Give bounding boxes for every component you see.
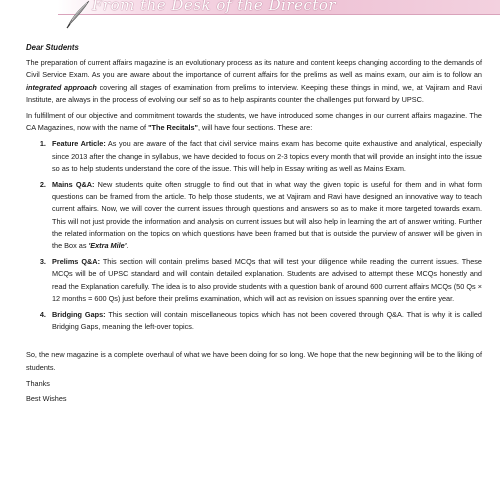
banner-title: From the Desk of the Director bbox=[92, 0, 337, 14]
letter-body bbox=[26, 42, 482, 408]
header-banner bbox=[0, 0, 500, 24]
intro-text-a: The preparation of current affairs magazine is an evolutionary process as its nature and content keeps changing according to the demands of Civil Service Exam. As you are aware about the importance of current affairs for the prelims as well as mains exam, our aim is to follow an bbox=[26, 58, 482, 80]
quill-pen-icon bbox=[62, 0, 92, 30]
item-text: New students quite often struggle to find out that in what way the given topic is useful for them and in what form questions can be framed from the article. To help those students, we at Vajiram and Ravi have designed an innovative way to teach current affairs. Now, we will cover the current issues through questions and answers so as to make it more targeted towards exam. This will not just provide the information and analysis on current issues but will also help in learning the art of answer writing. Further the related information on the topics on which questions have been framed but that is outside the purview of answer will be given in the Box as bbox=[52, 180, 482, 251]
list-item bbox=[48, 309, 482, 333]
item-title: Prelims Q&A: bbox=[52, 257, 100, 267]
integrated-approach-emphasis: integrated approach bbox=[26, 82, 97, 92]
magazine-name: "The Recitals" bbox=[148, 123, 198, 133]
sections-paragraph bbox=[26, 110, 482, 134]
intro-paragraph bbox=[26, 57, 482, 106]
item-text: This section will contain prelims based MCQs that will test your diligence while reading the current issues. These MCQs will be of UPSC standard and will contain detailed explanation. Students are advised to attempt these MCQs honestly and read the Explanation carefully. The idea is to also provide students with a question bank of around 600 current affairs MCQs (50 Qs × 12 months = 600 Qs) just before their prelims examination, which will act as revision on issues spanning over the entire year. bbox=[52, 257, 482, 303]
best-wishes-line: Best Wishes bbox=[26, 394, 67, 404]
item-tail: . bbox=[126, 241, 129, 251]
salutation: Dear Students bbox=[26, 43, 79, 52]
item-title: Feature Article: bbox=[52, 139, 106, 149]
item-title: Bridging Gaps: bbox=[52, 310, 106, 320]
item-text: As you are aware of the fact that civil service mains exam has become quite exhaustive and analytical, especially since 2013 after the change in syllabus, we have decided to focus on 2-3 topics every month that will provide an insight into the issue so as to help students understand the core of the issue. This will help in Essay writing as well as Mains Exam. bbox=[52, 139, 482, 173]
sections-list bbox=[26, 138, 482, 333]
list-item bbox=[48, 179, 482, 252]
sections-text-c: , will have four sections. These are: bbox=[198, 123, 313, 133]
item-text: This section will contain miscellaneous topics which has not been covered through Q&A. That is why it is called Bridging Gaps, meaning the left-over topics. bbox=[52, 310, 482, 332]
list-item bbox=[48, 256, 482, 305]
intro-text-c: covering all stages of examination from prelims to interview. Keeping these things in mind, we, at Vajiram and Ravi Institute, are always in the process of evolving our self so as to help aspirants counter the challenges put forward by UPSC. bbox=[26, 82, 482, 104]
extra-mile-emphasis: 'Extra Mile' bbox=[88, 241, 127, 251]
item-title: Mains Q&A: bbox=[52, 180, 95, 190]
list-item bbox=[48, 138, 482, 175]
thanks-line: Thanks bbox=[26, 378, 50, 388]
closing-paragraph: So, the new magazine is a complete overhaul of what we have been doing for so long. We hope that the new beginning will be to the liking of students. bbox=[26, 350, 482, 372]
sections-text-a: In fulfillment of our objective and commitment towards the students, we have introduced some changes in our current affairs magazine. The CA Magazines, now with the name of bbox=[26, 111, 482, 133]
